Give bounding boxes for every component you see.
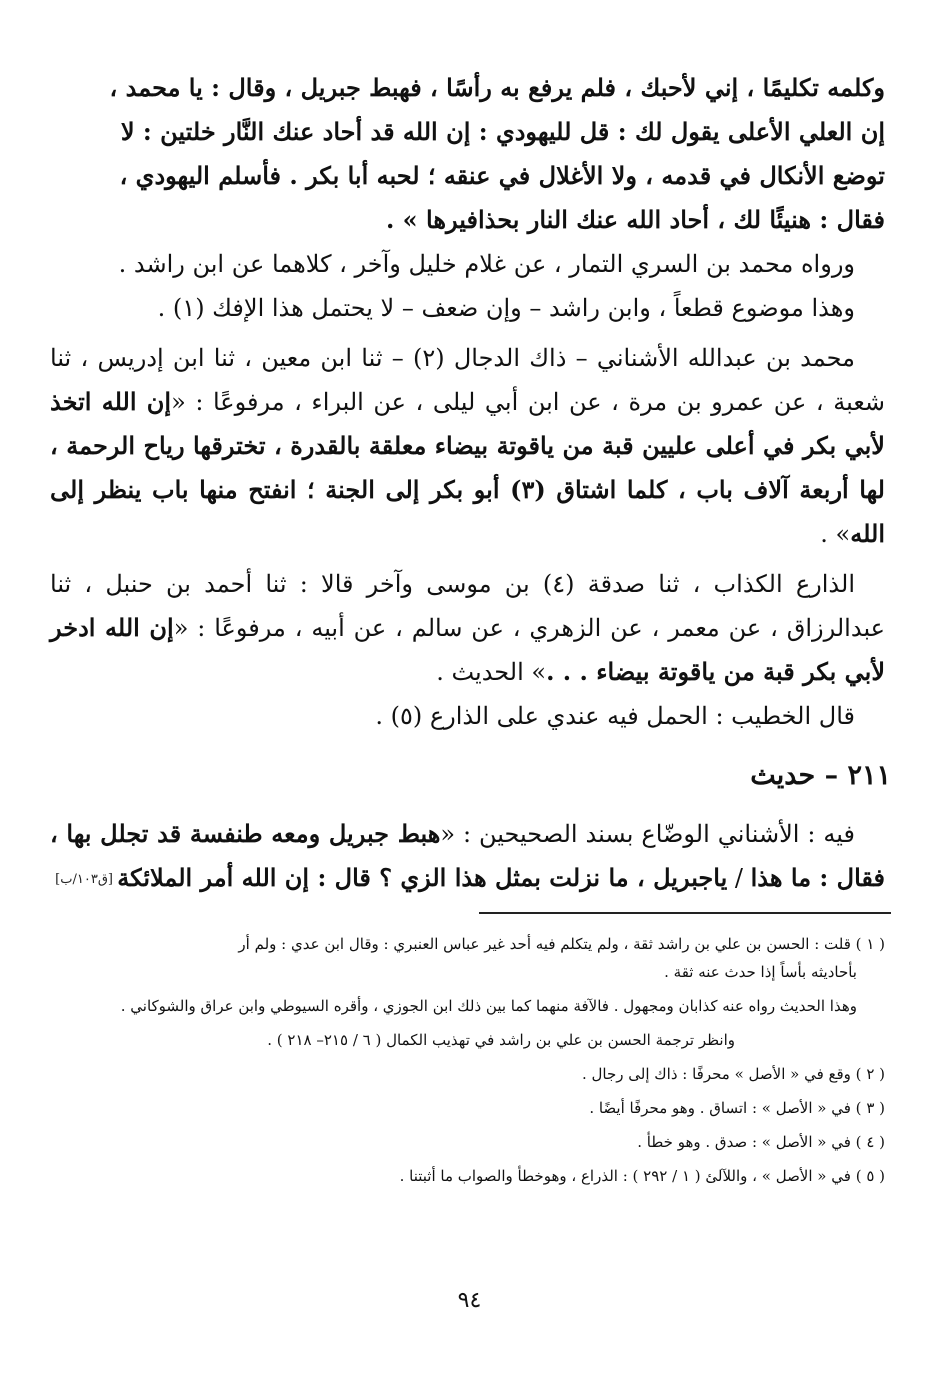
footnote-1	[50, 930, 885, 986]
narration-note: ورواه محمد بن السري التمار ، عن غلام خليل وآخر ، كلاهما عن ابن راشد .	[118, 250, 855, 278]
footnote-1-line: ( ١ ) قلت : الحسن بن علي بن راشد ثقة ، ولم يتكلم فيه أحد غير عباس العنبري : وقال ابن عدي : ولم أر	[238, 935, 885, 953]
hadith-text-line: توضع الأنكال في قدمه ، ولا الأغلال في عنقه ؛ لحبه أبا بكر . فأسلم اليهودي ،	[119, 161, 885, 190]
footnote-1-continuation: بأحاديثه بأساً إذا حدث عنه ثقة .	[664, 963, 857, 981]
hadith-text-line: وكلمه تكليمًا ، إني لأحبك ، فلم يرفع به رأسًا ، فهبط جبريل ، وقال : يا محمد ،	[109, 73, 885, 102]
hadith-text: إن الله اتخذ لأبي بكر في أعلى عليين قبة من ياقوتة بيضاء معلقة بالقدرة ، تخترقها رياح الرحمة ، لها أربعة آلاف باب ، كلما اشتاق (٣) أبو بكر إلى الجنة ؛ انفتح منها باب ينظر إلى الله	[50, 387, 885, 548]
quote-close: » الحديث .	[436, 658, 547, 686]
footnote-1-paragraph-2: وهذا الحديث رواه عنه كذابان ومجهول . فالآفة منهما كما بين ذلك ابن الجوزي ، وأقره السيوطي وابن عراق والشوكاني .	[120, 997, 857, 1015]
hadith-text: إن الله ادخر لأبي بكر قبة من ياقوتة بيضاء . . .	[50, 613, 885, 686]
footnotes	[50, 930, 885, 1196]
main-text	[50, 66, 885, 738]
page-number: ٩٤	[457, 1288, 482, 1313]
footnote-1-paragraph-3: وانظر ترجمة الحسن بن علي بن راشد في تهذيب الكمال ( ٦ / ٢١٥– ٢١٨ ) .	[267, 1031, 735, 1049]
chain-of-narration: محمد بن عبدالله الأشناني – ذاك الدجال (٢) – ثنا ابن معين ، ثنا ابن إدريس ، ثنا شعبة ، عن عمرو بن مرة ، عن ابن أبي ليلى ، عن البراء ، مرفوعًا : «	[50, 344, 886, 416]
footnote-3: ( ٣ ) في « الأصل » : اتساق . وهو محرفًا أيضًا .	[589, 1099, 885, 1117]
footnote-separator	[479, 912, 891, 914]
footnote-4: ( ٤ ) في « الأصل » : صدق . وهو خطأ .	[637, 1133, 885, 1151]
hadith-text-line	[50, 198, 885, 242]
fabrication-note: وهذا موضوع قطعاً ، وابن راشد – وإن ضعف – لا يحتمل هذا الإفك (١) .	[157, 294, 855, 322]
footnote-2: ( ٢ ) وقع في « الأصل » محرفًا : ذاك إلى رجال .	[582, 1065, 885, 1083]
manuscript-folio-marker: [ق١٠٣/ب]	[55, 872, 113, 887]
chain-of-narration: الذارع الكذاب ، ثنا صدقة (٤) بن موسى وآخر قالا : ثنا أحمد بن حنبل ، ثنا عبدالرزاق ، عن معمر ، عن الزهري ، عن سالم ، عن أبيه ، مرفوعًا : «	[50, 570, 885, 642]
chain-paragraph-ashnani	[50, 336, 885, 556]
footnote-5: ( ٥ ) في « الأصل » ، واللآلئ ( ١ / ٢٩٢ ) : الذراع ، وهوخطأ والصواب ما أثبتنا .	[399, 1167, 885, 1185]
section-text	[50, 812, 885, 900]
chain-of-narration: فيه : الأشناني الوضّاع بسند الصحيحين : «	[440, 820, 855, 848]
hadith-text: ياجبريل ، ما نزلت بمثل هذا الزي ؟ قال : إن الله أمر الملائكة	[117, 863, 728, 892]
hadith-text-end: فقال : هنيئًا لك ، أحاد الله عنك النار بحذافيرها » .	[385, 205, 885, 234]
khatib-verdict: قال الخطيب : الحمل فيه عندي على الذارع (٥) .	[375, 702, 855, 730]
section-heading: ٢١١ – حديث	[750, 760, 891, 791]
hadith-text-line: إن العلي الأعلى يقول لك : قل لليهودي : إن الله قد أحاد عنك النَّار خلتين : لا	[120, 117, 885, 146]
section-paragraph	[50, 812, 885, 900]
quote-close: » .	[820, 520, 851, 548]
hadith-text: هبط جبريل ومعه طنفسة قد تجلل بها ، فقال : ما هذا	[50, 819, 885, 892]
manuscript-folio-slash: /	[727, 864, 751, 892]
chain-paragraph-dhari	[50, 562, 885, 694]
